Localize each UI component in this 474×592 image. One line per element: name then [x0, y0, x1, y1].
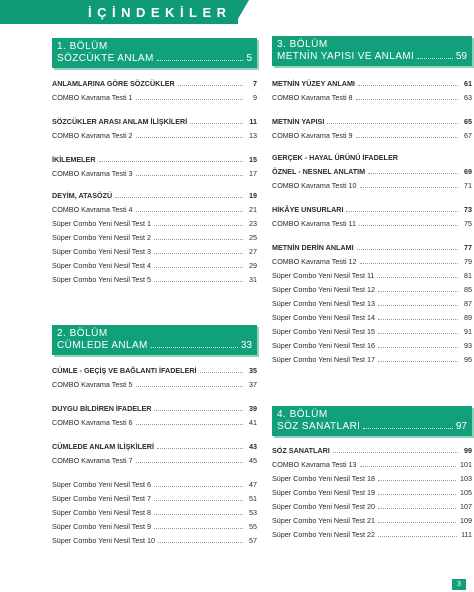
entry-title: Süper Combo Yeni Nesil Test 19	[272, 488, 375, 497]
entry-title: Süper Combo Yeni Nesil Test 15	[272, 327, 375, 336]
entry-page: 107	[460, 502, 472, 511]
section-page: 59	[455, 51, 467, 62]
entry-page: 57	[249, 536, 257, 545]
entry-title: CÜMLEDE ANLAM İLİŞKİLERİ	[52, 442, 154, 451]
entry-title: Süper Combo Yeni Nesil Test 17	[272, 355, 375, 364]
entry-page: 17	[249, 169, 257, 178]
entry-title: Süper Combo Yeni Nesil Test 1	[52, 219, 151, 228]
section-title: METNİN YAPISI VE ANLAMI	[277, 51, 415, 62]
entry-title: Süper Combo Yeni Nesil Test 5	[52, 275, 151, 284]
toc-test-entry[interactable]	[52, 270, 257, 284]
toc-test-entry[interactable]	[52, 256, 257, 270]
toc-test-entry[interactable]	[272, 308, 472, 322]
dot-leader	[346, 211, 458, 212]
entry-title: Süper Combo Yeni Nesil Test 13	[272, 299, 375, 308]
dot-leader	[378, 536, 457, 537]
toc-topic-entry[interactable]	[52, 437, 257, 451]
entry-title: Süper Combo Yeni Nesil Test 6	[52, 480, 151, 489]
dot-leader	[200, 372, 243, 373]
entry-page: 63	[464, 93, 472, 102]
section-number: 4. BÖLÜM	[277, 409, 328, 420]
dot-leader	[136, 211, 243, 212]
entry-title: COMBO Kavrama Testi 9	[272, 131, 353, 140]
entry-page: 37	[249, 380, 257, 389]
section-title-row	[277, 421, 467, 432]
toc-topic-entry[interactable]	[272, 74, 472, 88]
toc-test-entry[interactable]	[272, 280, 472, 294]
dot-leader	[158, 542, 243, 543]
dot-leader	[360, 466, 456, 467]
entry-title: Süper Combo Yeni Nesil Test 14	[272, 313, 375, 322]
toc-topic-entry[interactable]	[272, 238, 472, 252]
entry-title: CÜMLE - GEÇİŞ VE BAĞLANTI İFADELERİ	[52, 366, 197, 375]
entry-page: 81	[464, 271, 472, 280]
entry-page: 103	[460, 474, 472, 483]
dot-leader	[378, 333, 458, 334]
toc-topic-entry[interactable]	[272, 162, 472, 176]
dot-leader	[190, 123, 243, 124]
toc-test-entry[interactable]	[272, 126, 472, 140]
toc-title: İÇİNDEKİLER	[88, 4, 232, 20]
entry-page: 29	[249, 261, 257, 270]
toc-test-entry[interactable]	[272, 88, 472, 102]
entry-page: 105	[460, 488, 472, 497]
section-page: 5	[246, 53, 252, 64]
dot-leader	[136, 462, 243, 463]
dot-leader	[378, 291, 458, 292]
entry-title: METNİN YAPISI	[272, 117, 325, 126]
toc-topic-entry[interactable]	[52, 74, 257, 88]
entry-title: COMBO Kavrama Testi 2	[52, 131, 133, 140]
entry-title: ÖZNEL - NESNEL ANLATIM	[272, 167, 366, 176]
toc-test-entry[interactable]	[52, 228, 257, 242]
entry-title: COMBO Kavrama Testi 4	[52, 205, 133, 214]
entry-title: METNİN DERİN ANLAMI	[272, 243, 354, 252]
entry-page: 89	[464, 313, 472, 322]
dot-leader	[378, 319, 458, 320]
banner-edge	[235, 0, 249, 24]
entry-page: 51	[249, 494, 257, 503]
toc-test-entry[interactable]	[272, 455, 472, 469]
dot-leader	[154, 514, 243, 515]
entry-title: SÖZ SANATLARI	[272, 446, 330, 455]
toc-test-entry[interactable]	[272, 469, 472, 483]
dot-leader	[378, 305, 458, 306]
entry-title: DEYİM, ATASÖZÜ	[52, 191, 113, 200]
toc-topic-entry[interactable]	[272, 148, 472, 162]
section-title-row	[277, 51, 467, 62]
entry-title: Süper Combo Yeni Nesil Test 11	[272, 271, 375, 280]
section-title-row	[57, 340, 252, 351]
dot-leader	[154, 253, 243, 254]
entry-page: 93	[464, 341, 472, 350]
dot-leader	[136, 137, 243, 138]
entry-title: ANLAMLARINA GÖRE SÖZCÜKLER	[52, 79, 175, 88]
toc-test-entry[interactable]	[52, 413, 257, 427]
entry-page: 75	[464, 219, 472, 228]
toc-test-entry[interactable]	[52, 517, 257, 531]
toc-topic-entry[interactable]	[272, 112, 472, 126]
entry-title: Süper Combo Yeni Nesil Test 9	[52, 522, 151, 531]
section-title: CÜMLEDE ANLAM	[57, 340, 148, 351]
dot-leader	[136, 386, 243, 387]
entry-page: 101	[460, 460, 472, 469]
dot-leader	[360, 263, 458, 264]
toc-test-entry[interactable]	[272, 214, 472, 228]
toc-test-entry[interactable]	[52, 375, 257, 389]
toc-test-entry[interactable]	[52, 88, 257, 102]
entry-title: COMBO Kavrama Testi 5	[52, 380, 133, 389]
entry-title: COMBO Kavrama Testi 8	[272, 93, 353, 102]
dot-leader	[136, 99, 243, 100]
entry-title: Süper Combo Yeni Nesil Test 22	[272, 530, 375, 539]
toc-test-entry[interactable]	[272, 350, 472, 364]
dot-leader	[360, 187, 458, 188]
toc-test-entry[interactable]	[52, 200, 257, 214]
entry-title: Süper Combo Yeni Nesil Test 21	[272, 516, 375, 525]
dot-leader	[154, 267, 243, 268]
toc-test-entry[interactable]	[52, 126, 257, 140]
entry-page: 111	[461, 530, 472, 539]
entry-page: 27	[249, 247, 257, 256]
toc-test-entry[interactable]	[272, 252, 472, 266]
toc-test-entry[interactable]	[272, 525, 472, 539]
dot-leader	[357, 249, 458, 250]
dot-leader	[136, 424, 243, 425]
entry-page: 69	[464, 167, 472, 176]
dot-leader	[378, 494, 456, 495]
entry-title: Süper Combo Yeni Nesil Test 4	[52, 261, 151, 270]
entry-page: 91	[464, 327, 472, 336]
dot-leader	[115, 197, 243, 198]
dot-leader	[154, 486, 243, 487]
section-number: 2. BÖLÜM	[57, 328, 108, 339]
section-header	[52, 325, 257, 355]
entry-page: 23	[249, 219, 257, 228]
entry-title: GERÇEK - HAYAL ÜRÜNÜ İFADELER	[272, 153, 398, 162]
entry-page: 41	[249, 418, 257, 427]
entry-page: 19	[249, 191, 257, 200]
entry-page: 43	[249, 442, 257, 451]
entry-page: 21	[249, 205, 257, 214]
dot-leader	[378, 347, 458, 348]
entry-title: Süper Combo Yeni Nesil Test 2	[52, 233, 151, 242]
toc-test-entry[interactable]	[52, 475, 257, 489]
entry-title: COMBO Kavrama Testi 7	[52, 456, 133, 465]
entry-page: 45	[249, 456, 257, 465]
entry-page: 11	[249, 117, 257, 126]
entry-page: 35	[249, 366, 257, 375]
toc-test-entry[interactable]	[52, 489, 257, 503]
entry-title: DUYGU BİLDİREN İFADELER	[52, 404, 152, 413]
entry-title: Süper Combo Yeni Nesil Test 16	[272, 341, 375, 350]
toc-test-entry[interactable]	[52, 451, 257, 465]
entry-title: COMBO Kavrama Testi 3	[52, 169, 133, 178]
dot-leader	[356, 137, 458, 138]
entry-title: COMBO Kavrama Testi 13	[272, 460, 357, 469]
dot-leader	[154, 410, 243, 411]
entry-title: Süper Combo Yeni Nesil Test 7	[52, 494, 151, 503]
page-number: 3	[452, 579, 466, 590]
dot-leader	[178, 85, 243, 86]
section-header	[52, 38, 257, 68]
dot-leader	[157, 59, 244, 61]
entry-page: 95	[464, 355, 472, 364]
toc-test-entry[interactable]	[52, 164, 257, 178]
toc-test-entry[interactable]	[272, 497, 472, 511]
dot-leader	[154, 500, 243, 501]
dot-leader	[417, 57, 453, 59]
toc-test-entry[interactable]	[52, 503, 257, 517]
entry-title: Süper Combo Yeni Nesil Test 12	[272, 285, 375, 294]
toc-topic-entry[interactable]	[272, 200, 472, 214]
dot-leader	[157, 448, 243, 449]
entry-title: Süper Combo Yeni Nesil Test 10	[52, 536, 155, 545]
toc-topic-entry[interactable]	[272, 441, 472, 455]
dot-leader	[368, 173, 458, 174]
entry-page: 99	[464, 446, 472, 455]
toc-test-entry[interactable]	[272, 483, 472, 497]
toc-test-entry[interactable]	[272, 322, 472, 336]
dot-leader	[151, 346, 238, 348]
entry-title: METNİN YÜZEY ANLAMI	[272, 79, 355, 88]
toc-topic-entry[interactable]	[52, 399, 257, 413]
toc-test-entry[interactable]	[52, 214, 257, 228]
toc-test-entry[interactable]	[272, 511, 472, 525]
toc-test-entry[interactable]	[272, 266, 472, 280]
section-header	[272, 406, 472, 436]
entry-page: 13	[249, 131, 257, 140]
entry-page: 55	[249, 522, 257, 531]
entry-page: 77	[464, 243, 472, 252]
entry-title: Süper Combo Yeni Nesil Test 8	[52, 508, 151, 517]
dot-leader	[358, 85, 458, 86]
entry-page: 9	[253, 93, 257, 102]
dot-leader	[359, 225, 458, 226]
entry-title: COMBO Kavrama Testi 1	[52, 93, 133, 102]
entry-title: İKİLEMELER	[52, 155, 96, 164]
section-2	[52, 325, 257, 545]
section-page: 97	[455, 421, 467, 432]
toc-test-entry[interactable]	[272, 294, 472, 308]
entry-page: 65	[464, 117, 472, 126]
entry-page: 71	[464, 181, 472, 190]
dot-leader	[154, 225, 243, 226]
entry-page: 67	[464, 131, 472, 140]
dot-leader	[154, 239, 243, 240]
dot-leader	[363, 427, 453, 429]
toc-test-entry[interactable]	[52, 531, 257, 545]
dot-leader	[378, 508, 456, 509]
toc-topic-entry[interactable]	[52, 150, 257, 164]
toc-topic-entry[interactable]	[52, 112, 257, 126]
section-page: 33	[240, 340, 252, 351]
dot-leader	[378, 522, 456, 523]
entry-page: 87	[464, 299, 472, 308]
dot-leader	[378, 361, 458, 362]
section-header	[272, 36, 472, 66]
section-1	[52, 38, 257, 284]
entry-title: Süper Combo Yeni Nesil Test 18	[272, 474, 375, 483]
entry-page: 15	[249, 155, 257, 164]
toc-banner	[0, 0, 238, 24]
section-title: SÖZ SANATLARI	[277, 421, 361, 432]
toc-test-entry[interactable]	[272, 176, 472, 190]
dot-leader	[333, 452, 458, 453]
entry-page: 85	[464, 285, 472, 294]
dot-leader	[356, 99, 458, 100]
section-title: SÖZCÜKTE ANLAM	[57, 53, 154, 64]
dot-leader	[378, 480, 456, 481]
section-3	[272, 36, 472, 364]
toc-test-entry[interactable]	[272, 336, 472, 350]
entry-title: SÖZCÜKLER ARASI ANLAM İLİŞKİLERİ	[52, 117, 188, 126]
entry-title: Süper Combo Yeni Nesil Test 3	[52, 247, 151, 256]
section-title-row	[57, 53, 252, 64]
entry-page: 47	[249, 480, 257, 489]
section-number: 3. BÖLÜM	[277, 39, 328, 50]
dot-leader	[154, 281, 243, 282]
entry-title: COMBO Kavrama Testi 11	[272, 219, 357, 228]
entry-title: HİKÂYE UNSURLARI	[272, 205, 344, 214]
entry-page: 25	[249, 233, 257, 242]
dot-leader	[327, 123, 458, 124]
entry-page: 61	[464, 79, 472, 88]
dot-leader	[377, 277, 458, 278]
toc-topic-entry[interactable]	[52, 186, 257, 200]
entry-page: 7	[253, 79, 257, 88]
entry-page: 53	[249, 508, 257, 517]
entry-page: 31	[249, 275, 257, 284]
dot-leader	[99, 161, 243, 162]
entry-page: 39	[249, 404, 257, 413]
entry-title: COMBO Kavrama Testi 10	[272, 181, 357, 190]
dot-leader	[136, 175, 243, 176]
entry-page: 79	[464, 257, 472, 266]
section-number: 1. BÖLÜM	[57, 41, 108, 52]
dot-leader	[154, 528, 243, 529]
toc-test-entry[interactable]	[52, 242, 257, 256]
entry-title: COMBO Kavrama Testi 12	[272, 257, 357, 266]
section-4	[272, 406, 472, 539]
entry-title: COMBO Kavrama Testi 6	[52, 418, 133, 427]
entry-page: 109	[460, 516, 472, 525]
entry-title: Süper Combo Yeni Nesil Test 20	[272, 502, 375, 511]
toc-topic-entry[interactable]	[52, 361, 257, 375]
entry-page: 73	[464, 205, 472, 214]
